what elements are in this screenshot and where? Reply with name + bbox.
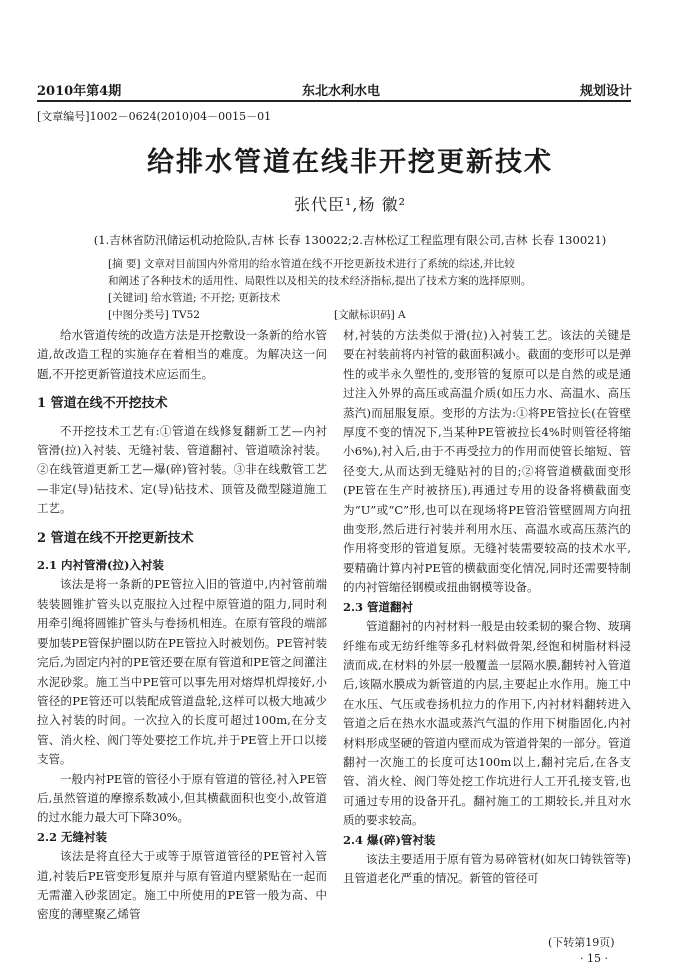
section-2-2-paragraph: 该法是将直径大于或等于原管道管径的PE管衬入管道,衬装后PE管变形复原并与原有管道内壁紧贴在一起而无需灌入砂浆固定。施工中所使用的PE管一般为高、中密度的薄壁聚乙烯管	[37, 849, 327, 922]
abstract-line-2: 和阐述了各种技术的适用性、局限性以及相关的技术经济指标,提出了技术方案的选择原则。	[108, 275, 532, 287]
header-rule	[37, 100, 631, 102]
section-2-1-heading: 2.1 内衬管滑(拉)入衬装	[37, 558, 164, 573]
article-title: 给排水管道在线非开挖更新技术	[147, 147, 553, 178]
abstract-block	[108, 256, 596, 324]
section-2-3-heading: 2.3 管道翻衬	[343, 599, 414, 614]
section-1-heading: 1 管道在线不开挖技术	[37, 396, 168, 412]
intro-paragraph: 给水管道传统的改造方法是开挖敷设一条新的给水管道,故改造工程的实施存在着相当的难度。为解决这一问题,不开挖更新管道技术应运而生。	[37, 328, 327, 381]
journal-issue: 2010年第4期	[37, 84, 122, 99]
section-2-1-paragraph-2: 一般内衬PE管的管径小于原有管道的管径,衬入PE管后,虽然管道的摩擦系数减小,但其横截面积也变小,故管道的过水能力最大可下降30%。	[37, 771, 327, 825]
section-2-2-heading: 2.2 无缝衬装	[37, 829, 108, 844]
section-2-4-heading: 2.4 爆(碎)管衬装	[343, 832, 436, 847]
page-number: · 15 ·	[580, 952, 608, 965]
keywords: [关键词] 给水管道; 不开挖; 更新技术	[108, 292, 281, 304]
section-2-1-paragraph-1: 该法是将一条新的PE管拉入旧的管道中,内衬管前端装装圆锥扩管头以克服拉入过程中原管道的阻力,同时利用牵引绳将圆锥扩管头与卷扬机相连。在原有管段的端部要加装PE管保护圈以防在PE管拉入时被划伤。PE管衬装完后,为固定内衬的PE管还要在原有管道和PE管之间灌注水泥砂浆。施工当中PE管可以事先用对熔焊机焊接好,小管径的PE管还可以装配成管道盘轮,这样可以极大地减少拉入衬装的时间。一次拉入的长度可超过100m,在分支管、消火栓、阀门等处要挖工作坑,并于PE管上开口以接支管。	[37, 577, 327, 767]
abstract-line-1: [摘 要] 文章对目前国内外常用的给水管道在线不开挖更新技术进行了系统的综述,并比较	[108, 258, 515, 270]
clc-number: [中图分类号] TV52	[108, 309, 200, 321]
section-2-heading: 2 管道在线不开挖更新技术	[37, 530, 194, 546]
article-affiliations: (1.吉林省防汛储运机动抢险队,吉林 长春 130022;2.吉林松辽工程监理有限公司,吉林 长春 130021)	[93, 233, 607, 247]
section-1-paragraph: 不开挖技术工艺有:①管道在线修复翻新工艺—内衬管滑(拉)入衬装、无缝衬装、管道翻衬、管道喷涂衬装。②在线管道更新工艺—爆(碎)管衬装。③非在线敷管工艺—非定(导)钻技术、定(导)钻技术、顶管及微型隧道施工工艺。	[37, 423, 327, 516]
journal-section: 规划设计	[580, 84, 633, 99]
section-2-4-paragraph: 该法主要适用于原有管为易碎管材(如灰口铸铁管等)且管道老化严重的情况。新管的管径可	[343, 851, 631, 886]
continued-paragraph: 材,衬装的方法类似于滑(拉)入衬装工艺。该法的关键是要在衬装前将内衬管的截面积减小。截面的变形可以是弹性的或半永久塑性的,变形管的复原可以是自然的或是通过注入外界的高压或高温介质(如压力水、高温水、高压蒸汽)而屈服复原。变形的方法为:①将PE管拉长(在管壁厚度不变的情况下,当某种PE管被拉长4%时则管径将缩小6%),衬入后,由于不再受拉力的作用而使管长缩短、管径变大,从而达到无缝贴衬的目的;②将管道横截面变形(PE管在生产时被挤压),再通过专用的设备将横截面变为“U”或“C”形,也可以在现场将PE管沿管壁圆周方向扭曲变形,然后进行衬装并利用水压、高温水或高压蒸汽的作用将变形的管道复原。无缝衬装需要较高的技术水平,要精确计算内衬PE管的横截面变化情况,同时还需要特制的内衬管缩径钢模或扭曲钢模等设备。	[343, 328, 631, 595]
article-id: [文章编号]1002－0624(2010)04－0015－01	[37, 110, 272, 123]
right-column	[343, 326, 631, 889]
left-column	[37, 326, 327, 925]
journal-name: 东北水利水电	[302, 84, 381, 99]
section-2-3-paragraph: 管道翻衬的内衬材料一般是由较柔韧的聚合物、玻璃纤维布或无纺纤维等多孔材料做骨架,经饱和树脂材料浸渍而成,在材料的外层一般覆盖一层隔水膜,翻转衬入管道后,该隔水膜成为新管道的内层,主要起止水作用。施工中在水压、气压或卷扬机拉力的作用下,内衬材料翻转进入管道之后在热水水温或蒸汽气温的作用下树脂固化,内衬材料形成坚硬的管道内壁而成为管道骨架的一部分。管道翻衬一次施工的长度可达100m以上,翻衬完后,在各支管、消火栓、阀门等处挖工作坑进行人工开孔接支管,也可通过专用的设备开孔。翻衬施工的工期较长,并且对水质的要求较高。	[343, 619, 631, 828]
document-code: [文献标识码] A	[334, 309, 406, 321]
continued-note: (下转第19页)	[548, 936, 615, 949]
article-authors: 张代臣¹,杨 徽²	[293, 195, 406, 214]
